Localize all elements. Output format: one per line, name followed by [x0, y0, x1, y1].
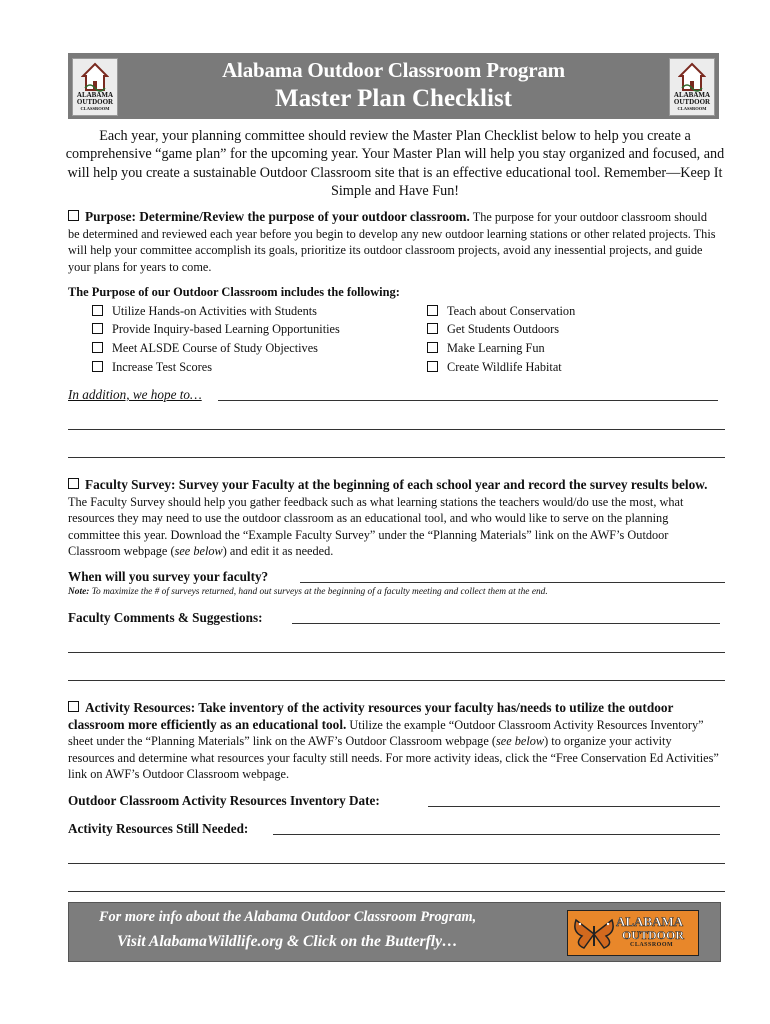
faculty-comments-input-line[interactable] — [68, 652, 725, 653]
purpose-option[interactable]: Make Learning Fun — [427, 341, 545, 356]
logo-text-1: ALABAMA — [76, 91, 114, 99]
checkbox-icon[interactable] — [92, 323, 103, 334]
footer-info-text: For more info about the Alabama Outdoor Classroom Program, — [99, 909, 477, 925]
hope-input-line[interactable] — [218, 400, 718, 401]
faculty-survey-section: Faculty Survey: Survey your Faculty at the beginning of each school year and record the survey results below. The Faculty Survey should help you gather feedback such as what learning stations the teachers would/do use the most, what resources they may need to use the outdoor classroom as an educational tool, and who would like to serve on the planning committee this year. Download the “Example Faculty Survey” under the “Planning Materials” link on the AWF’s Outdoor Classroom webpage (see below) and edit it as needed. — [68, 477, 708, 559]
purpose-body: The purpose for your outdoor classroom should be determined and reviewed each year before you begin to develop any new outdoor learning stations or other related projects. This will help your committee accomplish its goals, prioritize its outdoor classroom projects, avoid any inessential projects, and guide your plans for years to come. — [68, 210, 716, 274]
checkbox-icon[interactable] — [92, 342, 103, 353]
logo-text-1: ALABAMA — [673, 91, 711, 99]
program-title: Alabama Outdoor Classroom Program — [222, 58, 565, 82]
survey-note: Note: To maximize the # of surveys returned, hand out surveys at the beginning of a faculty meeting and collect them at the end. — [68, 587, 548, 597]
logo-text-2: OUTDOOR — [76, 98, 114, 106]
page-header — [68, 53, 719, 119]
purpose-option[interactable]: Get Students Outdoors — [427, 322, 559, 337]
schoolhouse-icon — [678, 62, 706, 92]
activity-resources-checkbox[interactable] — [68, 701, 79, 712]
when-survey-label: When will you survey your faculty? — [68, 569, 269, 584]
purpose-option[interactable]: Teach about Conservation — [427, 304, 575, 319]
checkbox-icon[interactable] — [92, 305, 103, 316]
butterfly-icon — [572, 916, 616, 952]
footer-logo-text-2: OUTDOOR — [622, 928, 685, 942]
checkbox-icon[interactable] — [427, 342, 438, 353]
logo-text-2: OUTDOOR — [673, 98, 711, 106]
checkbox-icon[interactable] — [427, 323, 438, 334]
activity-resources-heading: Activity Resources: Take inventory of the activity resources your faculty has/needs to utilize the outdoor classroom more efficiently as an educational tool. — [68, 700, 674, 732]
when-survey-input-line[interactable] — [300, 582, 725, 583]
activity-resources-section: Activity Resources: Take inventory of the activity resources your faculty has/needs to utilize the outdoor classroom more efficiently as an educational tool. Utilize the example “Outdoor Classroom Activity Resources Inventory” sheet under the “Planning Materials” link on the AWF’s Outdoor Classroom webpage (see below) to organize your activity resources and determine what resources your faculty still needs. For more activity ideas, click the “Free Conservation Ed Activities” link on AWF’s Outdoor Classroom webpage. — [68, 700, 719, 782]
hope-input-line[interactable] — [68, 457, 725, 458]
checkbox-icon[interactable] — [427, 361, 438, 372]
purpose-option[interactable]: Meet ALSDE Course of Study Objectives — [92, 341, 318, 356]
still-needed-input-line[interactable] — [273, 834, 720, 835]
footer-visit-text[interactable]: Visit AlabamaWildlife.org & Click on the Butterfly… — [117, 933, 458, 950]
faculty-survey-heading: Faculty Survey: Survey your Faculty at the beginning of each school year and record the survey results below. — [85, 477, 708, 492]
faculty-comments-label: Faculty Comments & Suggestions: — [68, 610, 263, 625]
hope-label: In addition, we hope to… — [68, 387, 202, 402]
logo-text-3: CLASSROOM — [677, 106, 707, 111]
footer-logo-text-3: CLASSROOM — [630, 942, 674, 948]
butterfly-logo-link[interactable] — [567, 910, 699, 956]
purpose-section — [68, 209, 720, 275]
faculty-comments-input-line[interactable] — [68, 680, 725, 681]
still-needed-label: Activity Resources Still Needed: — [68, 821, 249, 836]
footer-banner — [68, 902, 721, 962]
hope-input-line[interactable] — [68, 429, 725, 430]
purpose-option[interactable]: Increase Test Scores — [92, 360, 212, 375]
checkbox-icon[interactable] — [92, 361, 103, 372]
purpose-checkbox[interactable] — [68, 210, 79, 221]
purpose-option[interactable]: Create Wildlife Habitat — [427, 360, 562, 375]
still-needed-input-line[interactable] — [68, 863, 725, 864]
footer-logo-text-1: ALABAMA — [616, 914, 684, 929]
still-needed-input-line[interactable] — [68, 891, 725, 892]
faculty-survey-checkbox[interactable] — [68, 478, 79, 489]
purpose-option[interactable]: Utilize Hands-on Activities with Students — [92, 304, 317, 319]
purpose-option[interactable]: Provide Inquiry-based Learning Opportunities — [92, 322, 340, 337]
purpose-list-heading: The Purpose of our Outdoor Classroom includes the following: — [68, 285, 400, 299]
logo-text-3: CLASSROOM — [80, 106, 110, 111]
program-logo-right — [669, 58, 715, 116]
page-title: Master Plan Checklist — [274, 85, 512, 112]
intro-paragraph: Each year, your planning committee should review the Master Plan Checklist below to help you create a comprehensive “game plan” for the upcoming year. Your Master Plan will help you stay organized and focused, and will help you create a sustainable Outdoor Classroom site that is an effective educational tool. Remember—Keep It Simple and Have Fun! — [65, 128, 725, 199]
purpose-heading: Purpose: Determine/Review the purpose of your outdoor classroom. — [85, 209, 470, 224]
checkbox-icon[interactable] — [427, 305, 438, 316]
inventory-date-label: Outdoor Classroom Activity Resources Inventory Date: — [68, 793, 380, 808]
inventory-date-input-line[interactable] — [428, 806, 720, 807]
faculty-comments-input-line[interactable] — [292, 623, 720, 624]
